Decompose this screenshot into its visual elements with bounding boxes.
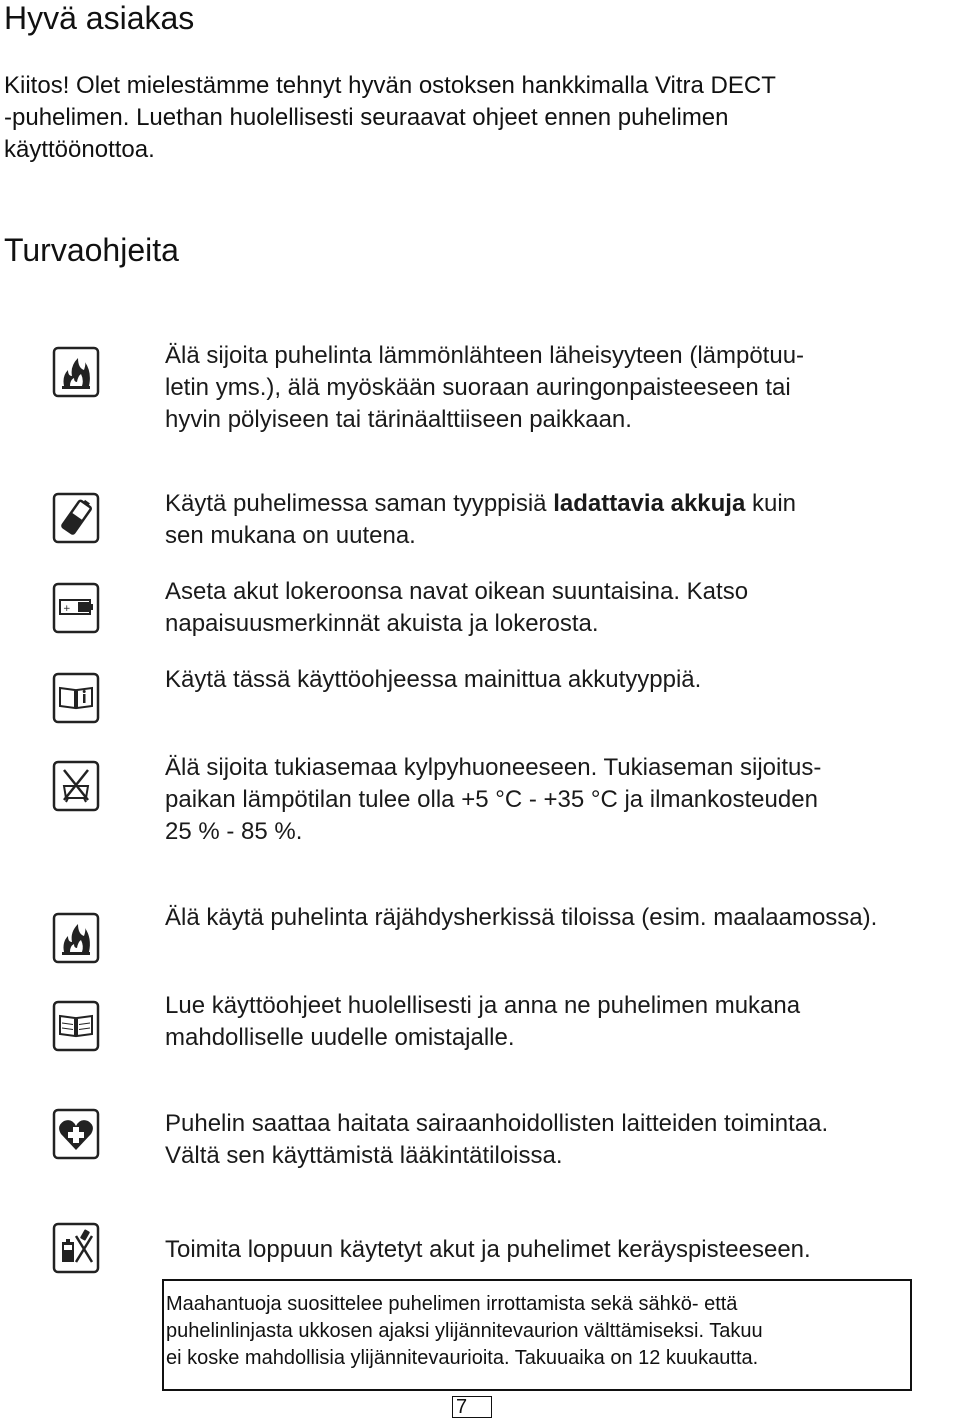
item-text: Käytä tässä käyttöohjeessa mainittua akkutyyppiä. <box>165 666 702 693</box>
item-text: 25 % - 85 %. <box>165 818 303 845</box>
safety-item-manual <box>165 990 800 1054</box>
item-text: sen mukana on uutena. <box>165 522 416 549</box>
safety-heading: Turvaohjeita <box>4 232 179 268</box>
fire-icon <box>52 346 100 398</box>
item-text: Puhelin saattaa haitata sairaanhoidollisten laitteiden toimintaa. <box>165 1110 829 1137</box>
safety-item-heat <box>165 340 804 436</box>
page-title: Hyvä asiakas <box>4 0 195 36</box>
safety-item-recycle <box>165 1234 811 1266</box>
notice-line: puhelinlinjasta ukkosen ajaksi ylijännitevaurion välttämiseksi. Takuu <box>166 1320 763 1342</box>
battery-pack-icon <box>52 492 100 544</box>
page-number: 7 <box>452 1396 492 1418</box>
safety-item-batteries <box>165 488 796 552</box>
item-text: paikan lämpötilan tulee olla +5 °C - +35 °C ja ilmankosteuden <box>165 786 818 813</box>
item-text: Vältä sen käyttämistä lääkintätiloissa. <box>165 1142 563 1169</box>
safety-item-explosive <box>165 902 877 934</box>
item-text: napaisuusmerkinnät akuista ja lokerosta. <box>165 610 599 637</box>
item-text: mahdolliselle uudelle omistajalle. <box>165 1024 515 1051</box>
recycle-battery-icon <box>52 1222 100 1274</box>
item-text-bold: ladattavia akkuja <box>553 490 746 517</box>
item-text: letin yms.), älä myöskään suoraan auringonpaisteeseen tai <box>165 374 791 401</box>
medical-heart-icon <box>52 1108 100 1160</box>
item-text: Toimita loppuun käytetyt akut ja puhelimet keräyspisteeseen. <box>165 1236 811 1263</box>
safety-item-bathroom <box>165 752 821 848</box>
intro-paragraph <box>4 70 904 166</box>
book-icon <box>52 1000 100 1052</box>
intro-line: -puhelimen. Luethan huolellisesti seuraavat ohjeet ennen puhelimen <box>4 104 729 131</box>
warranty-notice-box <box>162 1279 912 1391</box>
item-text: Aseta akut lokeroonsa navat oikean suuntaisina. Katso <box>165 578 749 605</box>
item-text-post: kuin <box>745 490 797 517</box>
item-text: Älä käytä puhelinta räjähdysherkissä tiloissa (esim. maalaamossa). <box>165 904 878 931</box>
safety-item-polarity <box>165 576 748 640</box>
item-text <box>165 488 796 520</box>
item-text: Lue käyttöohjeet huolellisesti ja anna ne puhelimen mukana <box>165 992 801 1019</box>
notice-line: ei koske mahdollisia ylijännitevaurioita. Takuuaika on 12 kuukautta. <box>166 1347 759 1369</box>
safety-item-medical <box>165 1108 828 1172</box>
intro-line: Kiitos! Olet mielestämme tehnyt hyvän ostoksen hankkimalla Vitra DECT <box>4 72 776 99</box>
item-text: hyvin pölyiseen tai tärinäalttiiseen paikkaan. <box>165 406 632 433</box>
safety-item-battery-type <box>165 664 701 696</box>
item-text: Älä sijoita tukiasemaa kylpyhuoneeseen. Tukiaseman sijoitus- <box>165 754 822 781</box>
battery-polarity-icon <box>52 582 100 634</box>
manual-info-icon <box>52 672 100 724</box>
notice-line: Maahantuoja suosittelee puhelimen irrottamista sekä sähkö- että <box>166 1293 738 1315</box>
explosive-fire-icon <box>52 912 100 964</box>
intro-line: käyttöönottoa. <box>4 136 155 163</box>
no-bathroom-icon <box>52 760 100 812</box>
item-text-pre: Käytä puhelimessa saman tyyppisiä <box>165 490 554 517</box>
svg-text:+: + <box>63 604 71 614</box>
item-text: Älä sijoita puhelinta lämmönlähteen läheisyyteen (lämpötuu- <box>165 342 805 369</box>
